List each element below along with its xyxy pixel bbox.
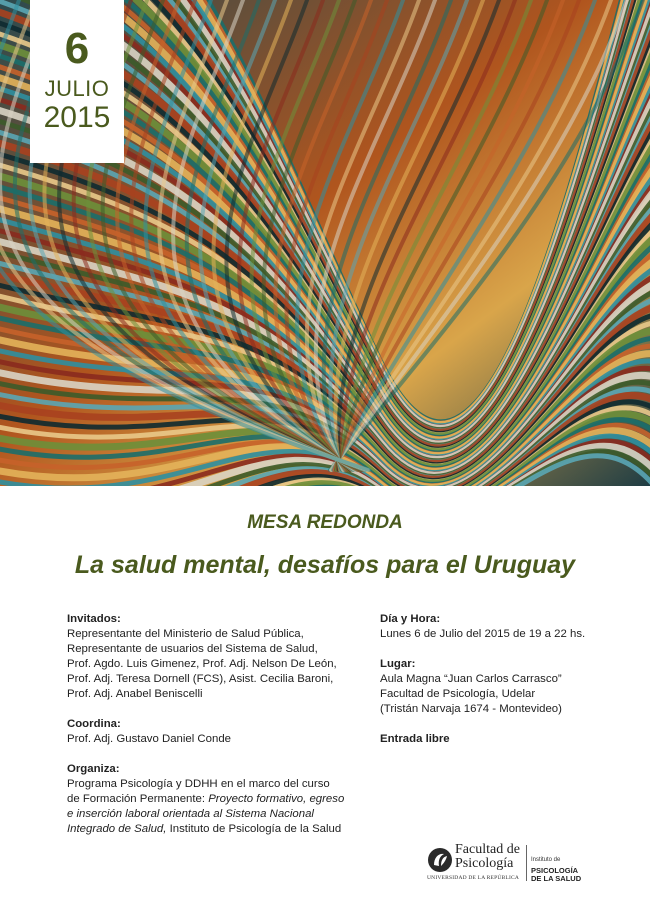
logo-psicologia-salud-line: PSICOLOGÍA bbox=[531, 866, 579, 875]
logo-psicologia-text: Psicología bbox=[455, 856, 514, 871]
organiza-heading: Organiza: bbox=[67, 763, 120, 775]
organiza-course-title: Integrado de Salud, bbox=[67, 823, 167, 835]
organiza-line bbox=[67, 822, 367, 837]
lugar-line: (Tristán Narvaja 1674 - Montevideo) bbox=[380, 703, 562, 715]
lugar-heading: Lugar: bbox=[380, 658, 416, 670]
dia-heading: Día y Hora: bbox=[380, 613, 441, 625]
coordina-name: Prof. Adj. Gustavo Daniel Conde bbox=[67, 733, 231, 745]
organiza-line: Programa Psicología y DDHH en el marco del curso bbox=[67, 778, 330, 790]
lugar-line: Facultad de Psicología, Udelar bbox=[380, 688, 536, 700]
details-left-column bbox=[67, 612, 367, 852]
organiza-text: de Formación Permanente: bbox=[67, 793, 209, 805]
entrada-libre: Entrada libre bbox=[380, 733, 450, 745]
invitados-heading: Invitados: bbox=[67, 613, 121, 625]
date-day: 6 bbox=[64, 24, 90, 73]
facultad-emblem-icon bbox=[427, 847, 453, 873]
coordina-heading: Coordina: bbox=[67, 718, 121, 730]
lugar-section bbox=[380, 657, 630, 717]
event-type: MESA REDONDA bbox=[247, 512, 403, 533]
organiza-line: e inserción laboral orientada al Sistema Nacional bbox=[67, 808, 314, 820]
logo-psicologia-salud-line: DE LA SALUD bbox=[531, 874, 582, 883]
invitado-line: Prof. Adj. Anabel Beniscelli bbox=[67, 688, 203, 700]
invitado-line: Representante de usuarios del Sistema de Salud, bbox=[67, 643, 318, 655]
event-title: La salud mental, desafíos para el Uruguay bbox=[74, 551, 576, 579]
organiza-line bbox=[67, 792, 367, 807]
logo-divider bbox=[526, 845, 527, 881]
dia-value: Lunes 6 de Julio del 2015 de 19 a 22 hs. bbox=[380, 628, 586, 640]
invitado-line: Prof. Adj. Teresa Dornell (FCS), Asist. Cecilia Baroni, bbox=[67, 673, 334, 685]
facultad-logo bbox=[427, 843, 587, 887]
lugar-line: Aula Magna “Juan Carlos Carrasco” bbox=[380, 673, 562, 685]
organiza-course-title: Proyecto formativo, egreso bbox=[208, 793, 345, 805]
date-year: 2015 bbox=[43, 101, 111, 134]
logo-universidad-text: UNIVERSIDAD DE LA REPÚBLICA bbox=[427, 875, 520, 881]
organiza-section bbox=[67, 762, 367, 837]
coordina-section bbox=[67, 717, 367, 747]
invitados-section bbox=[67, 612, 367, 702]
dia-section bbox=[380, 612, 630, 642]
logo-psicologia-salud-text bbox=[531, 867, 581, 883]
details-right-column bbox=[380, 612, 630, 747]
date-badge bbox=[30, 0, 124, 163]
logo-instituto-text: Instituto de bbox=[531, 857, 561, 863]
invitado-line: Representante del Ministerio de Salud Pública, bbox=[67, 628, 304, 640]
invitado-line: Prof. Agdo. Luis Gimenez, Prof. Adj. Nelson De León, bbox=[67, 658, 337, 670]
organiza-text: Instituto de Psicología de la Salud bbox=[166, 823, 342, 835]
logo-facultad-text: Facultad de bbox=[455, 842, 520, 857]
date-month: JULIO bbox=[44, 76, 110, 101]
